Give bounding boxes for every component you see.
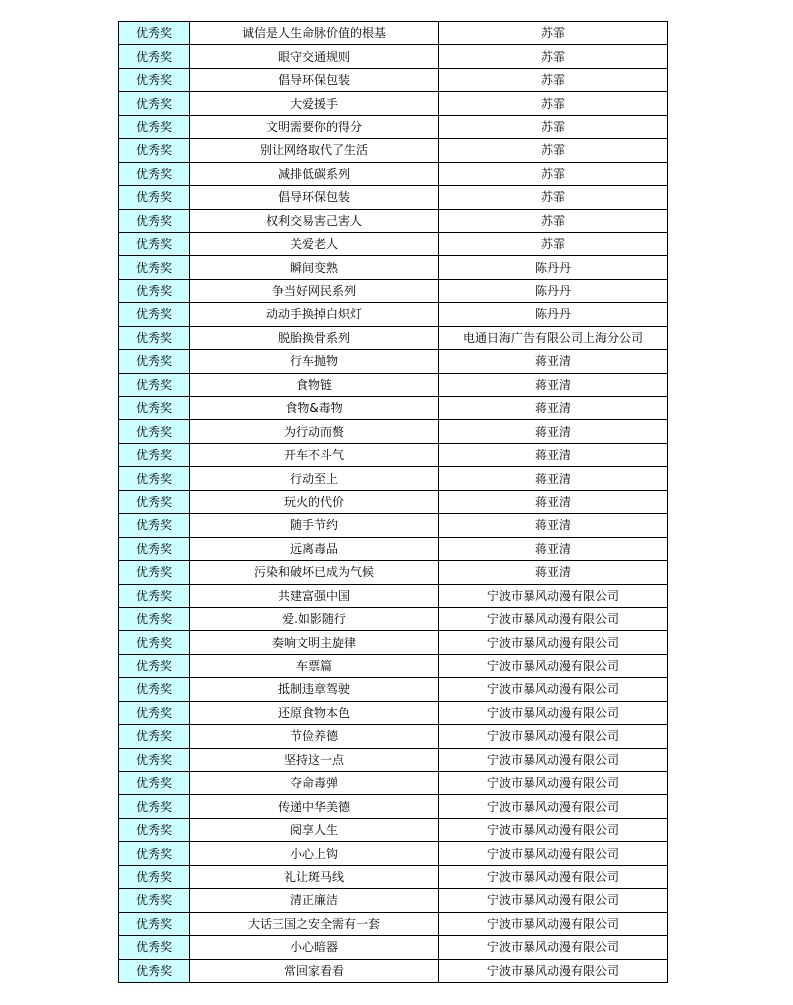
table-row bbox=[119, 186, 668, 209]
author-cell: 宁波市暴风动漫有限公司 bbox=[439, 725, 668, 748]
award-cell: 优秀奖 bbox=[119, 818, 190, 841]
author-cell: 蒋亚清 bbox=[439, 350, 668, 373]
award-cell: 优秀奖 bbox=[119, 467, 190, 490]
author-cell: 宁波市暴风动漫有限公司 bbox=[439, 959, 668, 982]
award-cell: 优秀奖 bbox=[119, 631, 190, 654]
table-row bbox=[119, 865, 668, 888]
work-title-cell: 争当好网民系列 bbox=[190, 279, 439, 302]
work-title-cell: 食物链 bbox=[190, 373, 439, 396]
author-cell: 苏霏 bbox=[439, 162, 668, 185]
author-cell: 苏霏 bbox=[439, 45, 668, 68]
award-cell: 优秀奖 bbox=[119, 772, 190, 795]
award-cell: 优秀奖 bbox=[119, 912, 190, 935]
author-cell: 陈丹丹 bbox=[439, 256, 668, 279]
table-row bbox=[119, 818, 668, 841]
author-cell: 宁波市暴风动漫有限公司 bbox=[439, 818, 668, 841]
award-cell: 优秀奖 bbox=[119, 795, 190, 818]
table-row bbox=[119, 959, 668, 982]
award-cell: 优秀奖 bbox=[119, 936, 190, 959]
table-row bbox=[119, 45, 668, 68]
table-row bbox=[119, 607, 668, 630]
work-title-cell: 共建富强中国 bbox=[190, 584, 439, 607]
award-table-body bbox=[119, 22, 668, 983]
award-cell: 优秀奖 bbox=[119, 232, 190, 255]
work-title-cell: 还原食物本色 bbox=[190, 701, 439, 724]
table-row bbox=[119, 490, 668, 513]
work-title-cell: 远离毒品 bbox=[190, 537, 439, 560]
author-cell: 宁波市暴风动漫有限公司 bbox=[439, 654, 668, 677]
work-title-cell: 文明需要你的得分 bbox=[190, 115, 439, 138]
table-row bbox=[119, 443, 668, 466]
award-cell: 优秀奖 bbox=[119, 678, 190, 701]
award-cell: 优秀奖 bbox=[119, 186, 190, 209]
author-cell: 宁波市暴风动漫有限公司 bbox=[439, 678, 668, 701]
award-cell: 优秀奖 bbox=[119, 889, 190, 912]
table-row bbox=[119, 115, 668, 138]
author-cell: 苏霏 bbox=[439, 232, 668, 255]
award-cell: 优秀奖 bbox=[119, 490, 190, 513]
table-row bbox=[119, 795, 668, 818]
table-row bbox=[119, 748, 668, 771]
author-cell: 宁波市暴风动漫有限公司 bbox=[439, 936, 668, 959]
award-cell: 优秀奖 bbox=[119, 420, 190, 443]
work-title-cell: 小心暗器 bbox=[190, 936, 439, 959]
award-cell: 优秀奖 bbox=[119, 959, 190, 982]
author-cell: 苏霏 bbox=[439, 139, 668, 162]
work-title-cell: 车票篇 bbox=[190, 654, 439, 677]
table-row bbox=[119, 584, 668, 607]
author-cell: 宁波市暴风动漫有限公司 bbox=[439, 631, 668, 654]
table-row bbox=[119, 397, 668, 420]
work-title-cell: 随手节约 bbox=[190, 514, 439, 537]
work-title-cell: 传递中华美德 bbox=[190, 795, 439, 818]
table-row bbox=[119, 514, 668, 537]
table-row bbox=[119, 68, 668, 91]
award-cell: 优秀奖 bbox=[119, 45, 190, 68]
table-row bbox=[119, 350, 668, 373]
table-row bbox=[119, 467, 668, 490]
author-cell: 蒋亚清 bbox=[439, 443, 668, 466]
award-cell: 优秀奖 bbox=[119, 584, 190, 607]
author-cell: 宁波市暴风动漫有限公司 bbox=[439, 842, 668, 865]
award-cell: 优秀奖 bbox=[119, 326, 190, 349]
work-title-cell: 食物&毒物 bbox=[190, 397, 439, 420]
work-title-cell: 动动手换掉白炽灯 bbox=[190, 303, 439, 326]
author-cell: 苏霏 bbox=[439, 115, 668, 138]
award-cell: 优秀奖 bbox=[119, 373, 190, 396]
work-title-cell: 大话三国之安全需有一套 bbox=[190, 912, 439, 935]
work-title-cell: 玩火的代价 bbox=[190, 490, 439, 513]
award-cell: 优秀奖 bbox=[119, 397, 190, 420]
author-cell: 蒋亚清 bbox=[439, 420, 668, 443]
table-row bbox=[119, 22, 668, 45]
table-row bbox=[119, 654, 668, 677]
work-title-cell: 开车不斗气 bbox=[190, 443, 439, 466]
award-table bbox=[118, 21, 668, 983]
work-title-cell: 阅享人生 bbox=[190, 818, 439, 841]
author-cell: 陈丹丹 bbox=[439, 303, 668, 326]
work-title-cell: 小心上钩 bbox=[190, 842, 439, 865]
work-title-cell: 爱.如影随行 bbox=[190, 607, 439, 630]
work-title-cell: 奏响文明主旋律 bbox=[190, 631, 439, 654]
author-cell: 宁波市暴风动漫有限公司 bbox=[439, 701, 668, 724]
author-cell: 宁波市暴风动漫有限公司 bbox=[439, 607, 668, 630]
table-row bbox=[119, 842, 668, 865]
author-cell: 蒋亚清 bbox=[439, 537, 668, 560]
work-title-cell: 瞬间变熟 bbox=[190, 256, 439, 279]
award-cell: 优秀奖 bbox=[119, 68, 190, 91]
award-cell: 优秀奖 bbox=[119, 842, 190, 865]
award-cell: 优秀奖 bbox=[119, 279, 190, 302]
table-row bbox=[119, 232, 668, 255]
award-cell: 优秀奖 bbox=[119, 701, 190, 724]
author-cell: 宁波市暴风动漫有限公司 bbox=[439, 795, 668, 818]
award-cell: 优秀奖 bbox=[119, 92, 190, 115]
table-row bbox=[119, 936, 668, 959]
author-cell: 宁波市暴风动漫有限公司 bbox=[439, 748, 668, 771]
work-title-cell: 污染和破坏已成为气候 bbox=[190, 561, 439, 584]
author-cell: 陈丹丹 bbox=[439, 279, 668, 302]
work-title-cell: 眼守交通规则 bbox=[190, 45, 439, 68]
work-title-cell: 礼让斑马线 bbox=[190, 865, 439, 888]
work-title-cell: 诚信是人生命脉价值的根基 bbox=[190, 22, 439, 45]
award-cell: 优秀奖 bbox=[119, 256, 190, 279]
author-cell: 苏霏 bbox=[439, 186, 668, 209]
work-title-cell: 抵制违章驾驶 bbox=[190, 678, 439, 701]
table-row bbox=[119, 537, 668, 560]
table-row bbox=[119, 420, 668, 443]
award-cell: 优秀奖 bbox=[119, 654, 190, 677]
work-title-cell: 减排低碳系列 bbox=[190, 162, 439, 185]
author-cell: 苏霏 bbox=[439, 68, 668, 91]
table-row bbox=[119, 889, 668, 912]
award-cell: 优秀奖 bbox=[119, 115, 190, 138]
work-title-cell: 权利交易害己害人 bbox=[190, 209, 439, 232]
award-cell: 优秀奖 bbox=[119, 443, 190, 466]
table-row bbox=[119, 373, 668, 396]
author-cell: 宁波市暴风动漫有限公司 bbox=[439, 772, 668, 795]
award-cell: 优秀奖 bbox=[119, 350, 190, 373]
table-row bbox=[119, 912, 668, 935]
work-title-cell: 脱胎换骨系列 bbox=[190, 326, 439, 349]
award-cell: 优秀奖 bbox=[119, 162, 190, 185]
table-row bbox=[119, 326, 668, 349]
work-title-cell: 夺命毒弹 bbox=[190, 772, 439, 795]
award-cell: 优秀奖 bbox=[119, 865, 190, 888]
award-cell: 优秀奖 bbox=[119, 725, 190, 748]
table-row bbox=[119, 701, 668, 724]
work-title-cell: 行动至上 bbox=[190, 467, 439, 490]
table-row bbox=[119, 561, 668, 584]
author-cell: 宁波市暴风动漫有限公司 bbox=[439, 912, 668, 935]
author-cell: 苏霏 bbox=[439, 92, 668, 115]
work-title-cell: 大爱援手 bbox=[190, 92, 439, 115]
author-cell: 宁波市暴风动漫有限公司 bbox=[439, 865, 668, 888]
author-cell: 电通日海广告有限公司上海分公司 bbox=[439, 326, 668, 349]
author-cell: 苏霏 bbox=[439, 209, 668, 232]
work-title-cell: 倡导环保包装 bbox=[190, 68, 439, 91]
work-title-cell: 常回家看看 bbox=[190, 959, 439, 982]
award-cell: 优秀奖 bbox=[119, 209, 190, 232]
author-cell: 蒋亚清 bbox=[439, 467, 668, 490]
work-title-cell: 关爱老人 bbox=[190, 232, 439, 255]
table-row bbox=[119, 209, 668, 232]
table-row bbox=[119, 92, 668, 115]
award-cell: 优秀奖 bbox=[119, 561, 190, 584]
author-cell: 宁波市暴风动漫有限公司 bbox=[439, 584, 668, 607]
author-cell: 宁波市暴风动漫有限公司 bbox=[439, 889, 668, 912]
table-row bbox=[119, 678, 668, 701]
award-cell: 优秀奖 bbox=[119, 514, 190, 537]
table-row bbox=[119, 162, 668, 185]
award-cell: 优秀奖 bbox=[119, 607, 190, 630]
award-cell: 优秀奖 bbox=[119, 22, 190, 45]
work-title-cell: 行车抛物 bbox=[190, 350, 439, 373]
work-title-cell: 坚持这一点 bbox=[190, 748, 439, 771]
table-row bbox=[119, 279, 668, 302]
table-row bbox=[119, 631, 668, 654]
author-cell: 苏霏 bbox=[439, 22, 668, 45]
work-title-cell: 别让网络取代了生活 bbox=[190, 139, 439, 162]
table-row bbox=[119, 256, 668, 279]
table-row bbox=[119, 772, 668, 795]
award-cell: 优秀奖 bbox=[119, 139, 190, 162]
work-title-cell: 倡导环保包装 bbox=[190, 186, 439, 209]
award-cell: 优秀奖 bbox=[119, 748, 190, 771]
work-title-cell: 清正廉洁 bbox=[190, 889, 439, 912]
table-row bbox=[119, 725, 668, 748]
author-cell: 蒋亚清 bbox=[439, 373, 668, 396]
award-cell: 优秀奖 bbox=[119, 303, 190, 326]
author-cell: 蒋亚清 bbox=[439, 397, 668, 420]
author-cell: 蒋亚清 bbox=[439, 514, 668, 537]
author-cell: 蒋亚清 bbox=[439, 561, 668, 584]
table-row bbox=[119, 303, 668, 326]
table-row bbox=[119, 139, 668, 162]
work-title-cell: 节俭养德 bbox=[190, 725, 439, 748]
work-title-cell: 为行动而赘 bbox=[190, 420, 439, 443]
award-cell: 优秀奖 bbox=[119, 537, 190, 560]
author-cell: 蒋亚清 bbox=[439, 490, 668, 513]
